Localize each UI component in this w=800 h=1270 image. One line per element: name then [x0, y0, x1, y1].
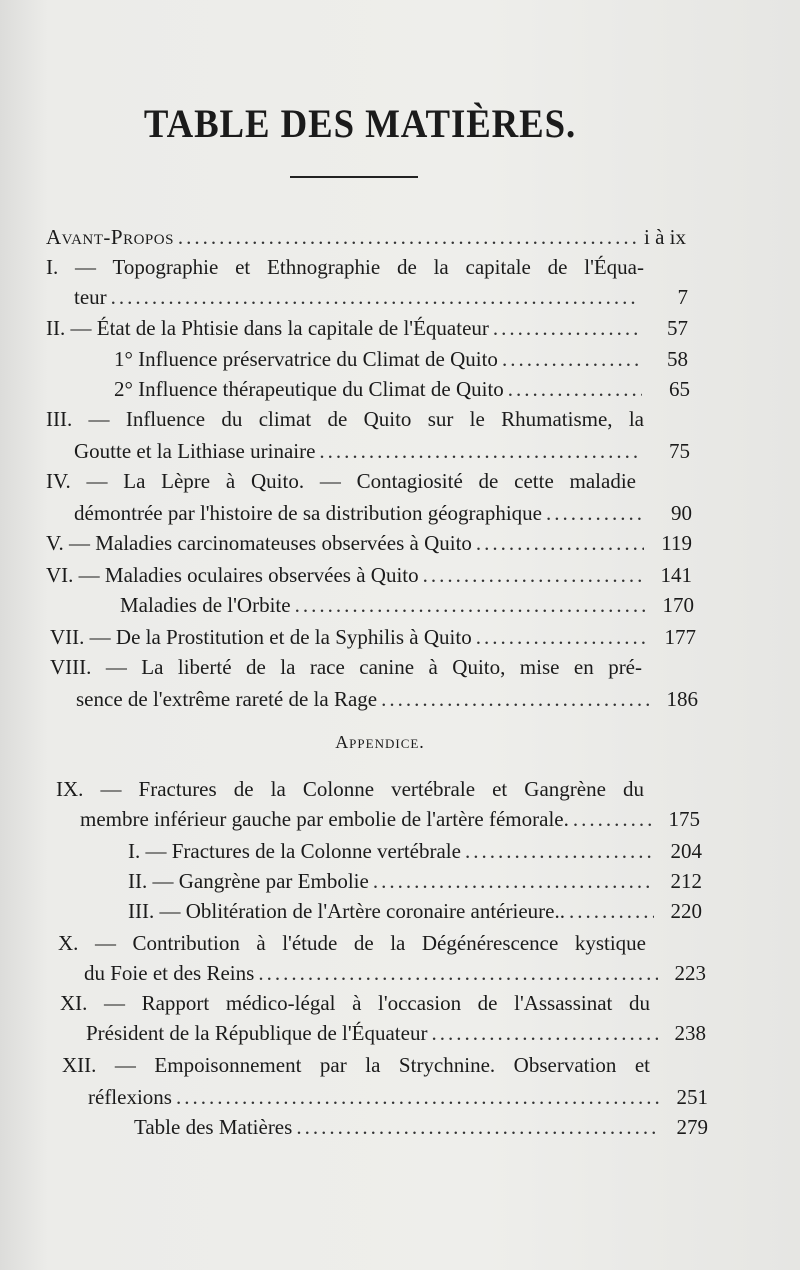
- toc-entry-text: Goutte et la Lithiase urinaire: [74, 439, 316, 463]
- leader-dots: [573, 804, 652, 834]
- toc-entry-text: Avant-Propos: [46, 225, 174, 249]
- toc-entry: [114, 344, 688, 374]
- leader-dots: [508, 374, 642, 404]
- toc-entry-page: 186: [666, 687, 698, 711]
- toc-entry: [74, 282, 688, 312]
- leader-dots: [258, 958, 658, 988]
- toc-entry-text: VI. — Maladies oculaires observées à Quito: [46, 563, 419, 587]
- toc-entry-page: 238: [674, 1021, 706, 1045]
- toc-entry: [46, 528, 692, 558]
- leader-dots: [319, 436, 642, 466]
- toc-entry-text: membre inférieur gauche par embolie de l'artère fémorale.: [80, 807, 569, 831]
- toc-entry: [58, 928, 646, 958]
- toc-entry: [46, 313, 688, 343]
- leader-dots: [502, 344, 640, 374]
- toc-entry: [128, 866, 702, 896]
- leader-dots: [465, 836, 654, 866]
- toc-entry-text: VIII. — La liberté de la race canine à Quito, mise en pré-: [50, 655, 642, 679]
- toc-entry-page: 141: [660, 563, 692, 587]
- toc-entry-page: 90: [671, 501, 692, 525]
- leader-dots: [296, 1112, 660, 1142]
- toc-entry: [46, 466, 636, 496]
- toc-entry-page: 177: [664, 625, 696, 649]
- toc-entry: [74, 436, 690, 466]
- toc-entry-text: X. — Contribution à l'étude de la Dégénérescence kystique: [58, 931, 646, 955]
- toc-entry: [50, 652, 642, 682]
- toc-entry: [128, 836, 702, 866]
- toc-entry: [46, 560, 692, 590]
- toc-entry: [120, 590, 694, 620]
- toc-entry: [56, 774, 644, 804]
- toc-entry: [62, 1050, 650, 1080]
- toc-entry: [50, 622, 696, 652]
- toc-entry-page: 251: [676, 1085, 708, 1109]
- leader-dots: [373, 866, 654, 896]
- toc-entry: [46, 222, 686, 252]
- toc-entry-text: VII. — De la Prostitution et de la Syphilis à Quito: [50, 625, 472, 649]
- leader-dots: [178, 222, 638, 252]
- leader-dots: [176, 1082, 660, 1112]
- toc-entry-page: 119: [661, 531, 692, 555]
- toc-entry-page: 7: [677, 285, 688, 309]
- leader-dots: [546, 498, 644, 528]
- toc-entry-text: XII. — Empoisonnement par la Strychnine. Observation et: [62, 1053, 650, 1077]
- toc-entry-page: 65: [669, 377, 690, 401]
- toc-entry: [84, 958, 706, 988]
- toc-entry-text: I. — Topographie et Ethnographie de la capitale de l'Équa-: [46, 255, 644, 279]
- toc-entry: [46, 252, 644, 282]
- toc-entry-text: Maladies de l'Orbite: [120, 593, 291, 617]
- leader-dots: [569, 896, 654, 926]
- toc-entry-text: 1° Influence préservatrice du Climat de Quito: [114, 347, 498, 371]
- toc-entry: [114, 374, 690, 404]
- toc-entry-text: III. — Influence du climat de Quito sur le Rhumatisme, la: [46, 407, 644, 431]
- toc-entry-text: III. — Oblitération de l'Artère coronaire antérieure..: [128, 899, 565, 923]
- toc-entry-text: I. — Fractures de la Colonne vertébrale: [128, 839, 461, 863]
- toc-entry-page: 175: [668, 807, 700, 831]
- toc-entry-page: 279: [676, 1115, 708, 1139]
- toc-entry-page: 58: [667, 347, 688, 371]
- toc-entry-text: XI. — Rapport médico-légal à l'occasion de l'Assassinat du: [60, 991, 650, 1015]
- toc-entry: [88, 1082, 708, 1112]
- toc-entry-text: IV. — La Lèpre à Quito. — Contagiosité de cette maladie: [46, 469, 636, 493]
- toc-entry-page: 212: [670, 869, 702, 893]
- leader-dots: [381, 684, 650, 714]
- toc-entry-text: IX. — Fractures de la Colonne vertébrale et Gangrène du: [56, 777, 644, 801]
- toc-entry-text: sence de l'extrême rareté de la Rage: [76, 687, 378, 711]
- toc-entry: [60, 988, 650, 1018]
- appendix-heading: Appendice.: [335, 732, 425, 752]
- toc-entry-text: II. — Gangrène par Embolie: [128, 869, 369, 893]
- toc-entry-page: 220: [670, 899, 702, 923]
- leader-dots: [476, 622, 648, 652]
- toc-entry-page: i à ix: [644, 225, 686, 249]
- leader-dots: [493, 313, 640, 343]
- toc-entry: [86, 1018, 706, 1048]
- toc-entry: [134, 1112, 708, 1142]
- toc-entry-page: 170: [662, 593, 694, 617]
- toc-entry: [74, 498, 692, 528]
- toc-entry-text: II. — État de la Phtisie dans la capitale de l'Équateur: [46, 316, 489, 340]
- toc-entry-text: V. — Maladies carcinomateuses observées à Quito: [46, 531, 472, 555]
- toc-entry-page: 223: [674, 961, 706, 985]
- toc-entry-text: Table des Matières: [134, 1115, 293, 1139]
- toc-entry: [128, 896, 702, 926]
- toc-entry-page: 204: [670, 839, 702, 863]
- page-title: TABLE DES MATIÈRES.: [143, 101, 577, 146]
- toc-entry-text: du Foie et des Reins: [84, 961, 255, 985]
- leader-dots: [476, 528, 644, 558]
- leader-dots: [431, 1018, 658, 1048]
- leader-dots: [295, 590, 646, 620]
- toc-entry-page: 75: [669, 439, 690, 463]
- toc-entry-text: démontrée par l'histoire de sa distribution géographique: [74, 501, 542, 525]
- toc-entry-text: 2° Influence thérapeutique du Climat de Quito: [114, 377, 504, 401]
- leader-dots: [423, 560, 644, 590]
- toc-entry-text: teur: [74, 285, 107, 309]
- toc-entry-text: Président de la République de l'Équateur: [86, 1021, 428, 1045]
- leader-dots: [111, 282, 640, 312]
- toc-entry: [46, 404, 644, 434]
- toc-entry-page: 57: [667, 316, 688, 340]
- toc-entry: [80, 804, 700, 834]
- toc-entry-text: réflexions: [88, 1085, 172, 1109]
- toc-entry: [76, 684, 698, 714]
